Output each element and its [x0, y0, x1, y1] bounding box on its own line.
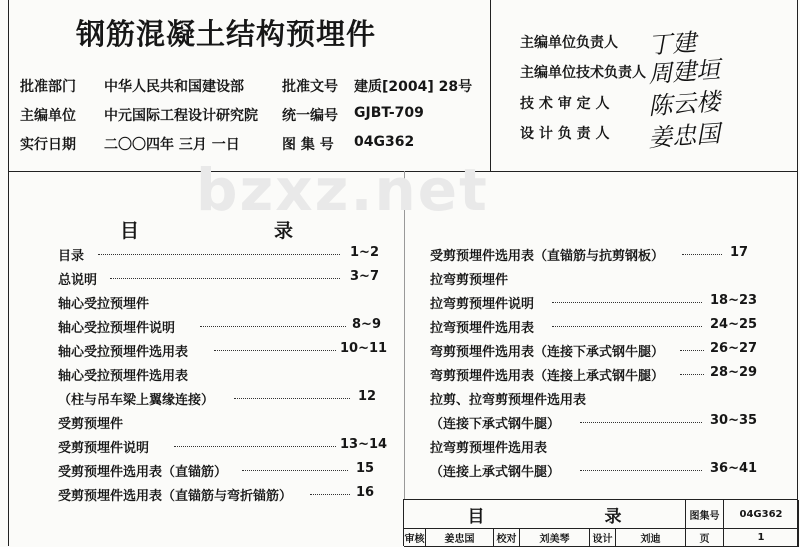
- toc-entry[interactable]: [58, 389, 376, 407]
- toc-entry[interactable]: [58, 317, 381, 336]
- toc-entry-page: 16: [356, 485, 375, 500]
- signature-3: 陈云楼: [647, 87, 722, 121]
- toc-entry-text: 弯剪预埋件选用表（连接上承式钢牛腿）: [430, 369, 665, 384]
- toc-entry[interactable]: [430, 461, 780, 479]
- toc-entry[interactable]: [430, 413, 780, 431]
- reviewer-name: 姜忠国: [426, 529, 494, 547]
- toc-entry-text: （柱与吊车梁上翼缘连接）: [58, 393, 215, 408]
- toc-entry[interactable]: [430, 341, 780, 359]
- toc-entry-page: 28~29: [710, 365, 758, 380]
- toc-section-heading: [430, 269, 780, 287]
- toc-entry-text: 轴心受拉预埋件选用表: [58, 345, 189, 360]
- toc-heading-char-2: 录: [274, 220, 294, 242]
- toc-entry-text: 总说明: [58, 273, 98, 288]
- toc-entry-text: （连接下承式钢牛腿）: [430, 417, 561, 432]
- page-number: 1: [724, 529, 799, 547]
- header-divider: [490, 0, 491, 171]
- design-label: 设计: [590, 529, 616, 547]
- toc-entry[interactable]: [430, 293, 780, 311]
- signature-2: 周建垣: [647, 55, 722, 89]
- signatory-role-1: 主编单位负责人: [520, 35, 618, 51]
- toc-entry-text: 轴心受拉预埋件选用表: [58, 369, 189, 384]
- leader-dots: [214, 350, 336, 351]
- title-block-heading-char-1: 目: [467, 506, 485, 527]
- atlas-number-value: 04G362: [724, 500, 799, 529]
- signatory-role-3: 技 术 审 定 人: [520, 96, 610, 112]
- toc-entry-page: 1~2: [350, 245, 379, 260]
- toc-entry-text: 受剪预埋件选用表（直锚筋）: [58, 465, 228, 480]
- toc-entry-page: 36~41: [710, 461, 758, 476]
- page-label: 页: [686, 529, 724, 547]
- toc-entry-page: 15: [356, 461, 375, 476]
- toc-entry-text: 拉弯剪预埋件说明: [430, 297, 535, 312]
- leader-dots: [680, 374, 704, 375]
- toc-section-heading: [58, 293, 376, 311]
- title-block-heading: [404, 500, 686, 529]
- atlas-number-value: 04G362: [354, 134, 415, 150]
- unified-number-label: 统一编号: [282, 108, 338, 124]
- toc-entry[interactable]: [58, 269, 379, 288]
- toc-entry[interactable]: [58, 365, 376, 383]
- leader-dots: [234, 398, 350, 399]
- toc-entry-text: 受剪预埋件选用表（直锚筋与弯折锚筋）: [58, 489, 293, 504]
- designer-name: 刘迪: [616, 529, 686, 547]
- proofreader-name: 刘美琴: [520, 529, 590, 547]
- toc-entry-page: 26~27: [710, 341, 758, 356]
- leader-dots: [110, 278, 340, 279]
- toc-entry-text: 目录: [58, 249, 85, 264]
- leader-dots: [242, 470, 348, 471]
- toc-entry-text: 拉剪、拉弯剪预埋件选用表: [430, 393, 587, 408]
- signature-4: 姜忠国: [647, 119, 722, 153]
- leader-dots: [552, 302, 702, 303]
- toc-entry-text: 轴心受拉预埋件说明: [58, 321, 176, 336]
- leader-dots: [682, 254, 722, 255]
- toc-entry-text: 受剪预埋件说明: [58, 441, 150, 456]
- atlas-number-label: 图 集 号: [282, 137, 334, 153]
- watermark: bzxz.net: [196, 156, 489, 224]
- toc-entry-page: 17: [730, 245, 749, 260]
- toc-section-text: 拉弯剪预埋件: [430, 273, 509, 288]
- editor-unit-value: 中元国际工程设计研究院: [104, 108, 258, 124]
- toc-entry-page: 8~9: [352, 317, 381, 332]
- toc-section-text: 受剪预埋件: [58, 417, 124, 432]
- toc-entry-text: 弯剪预埋件选用表（连接下承式钢牛腿）: [430, 345, 665, 360]
- approval-doc-label: 批准文号: [282, 79, 338, 95]
- leader-dots: [200, 326, 346, 327]
- leader-dots: [552, 326, 702, 327]
- signature-1: 丁建: [647, 28, 698, 60]
- toc-entry-text: （连接上承式钢牛腿）: [430, 465, 561, 480]
- atlas-title: 钢筋混凝土结构预埋件: [76, 17, 377, 51]
- approval-dept-value: 中华人民共和国建设部: [104, 79, 244, 95]
- leader-dots: [98, 254, 340, 255]
- toc-entry[interactable]: [430, 437, 780, 455]
- signatory-role-4: 设 计 负 责 人: [520, 126, 610, 142]
- toc-heading-char-1: 目: [120, 220, 140, 242]
- toc-entry-text: 受剪预埋件选用表（直锚筋与抗剪钢板）: [430, 249, 665, 264]
- toc-entry-page: 30~35: [710, 413, 758, 428]
- proofread-label: 校对: [494, 529, 520, 547]
- approval-dept-label: 批准部门: [20, 79, 76, 95]
- toc-entry-page: 3~7: [350, 269, 379, 284]
- leader-dots: [174, 446, 336, 447]
- toc-entry[interactable]: [430, 365, 780, 383]
- toc-entry[interactable]: [430, 389, 780, 407]
- toc-entry-text: 拉弯预埋件选用表: [430, 321, 535, 336]
- toc-entry[interactable]: [58, 437, 388, 456]
- title-block: [403, 499, 798, 546]
- toc-entry[interactable]: [58, 341, 388, 360]
- title-block-heading-char-2: 录: [604, 506, 622, 527]
- toc-entry-page: 12: [358, 389, 377, 404]
- atlas-number-label: 图集号: [686, 500, 724, 529]
- toc-entry[interactable]: [58, 485, 376, 503]
- leader-dots: [310, 494, 350, 495]
- toc-entry-page: 10~11: [340, 341, 388, 356]
- approval-doc-value: 建质[2004] 28号: [354, 79, 473, 95]
- signatory-role-2: 主编单位技术负责人: [520, 65, 646, 81]
- leader-dots: [680, 350, 704, 351]
- leader-dots: [580, 470, 702, 471]
- toc-section-text: 轴心受拉预埋件: [58, 297, 150, 312]
- toc-entry[interactable]: [58, 245, 379, 264]
- toc-entry-page: 24~25: [710, 317, 758, 332]
- toc-entry-text: 拉弯剪预埋件选用表: [430, 441, 548, 456]
- leader-dots: [580, 422, 702, 423]
- review-label: 审核: [404, 529, 426, 547]
- toc-entry[interactable]: [430, 317, 780, 335]
- toc-entry[interactable]: [58, 461, 376, 479]
- effective-date-label: 实行日期: [20, 137, 76, 153]
- effective-date-value: 二〇〇四年 三月 一日: [104, 137, 240, 153]
- toc-entry-page: 18~23: [710, 293, 758, 308]
- toc-entry[interactable]: [430, 245, 780, 263]
- editor-unit-label: 主编单位: [20, 108, 76, 124]
- toc-section-heading: [58, 413, 376, 431]
- unified-number-value: GJBT-709: [354, 105, 424, 121]
- toc-entry-page: 13~14: [340, 437, 388, 452]
